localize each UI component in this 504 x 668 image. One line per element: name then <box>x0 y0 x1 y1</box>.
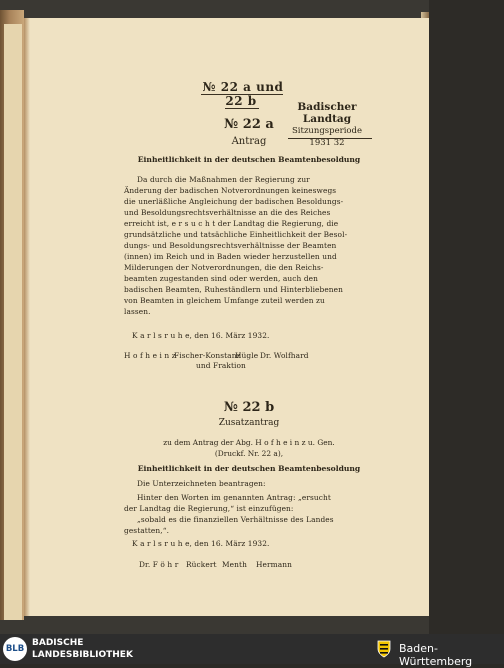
library-name-line2: LANDESBIBLIOTHEK <box>32 650 133 660</box>
part-b-signer: Hermann <box>256 560 292 569</box>
state-name[interactable]: Baden-Württemberg <box>399 642 473 668</box>
body-line: beamten zugestanden sind oder werden, auch den <box>124 274 318 283</box>
viewer-footer-bar <box>0 634 504 668</box>
body-line: badischen Beamten, Ruheständlern und Hinterbliebenen <box>124 285 344 294</box>
body-line: der Landtag die Regierung,“ ist einzufügen: <box>124 504 294 513</box>
part-b-place-date: K a r l s r u h e, den 16. März 1932. <box>132 539 270 548</box>
part-a-subject: Einheitlichkeit in der deutschen Beamtenbesoldung <box>137 155 361 164</box>
body-line: Hinter den Worten im genannten Antrag: „ersucht <box>137 493 331 502</box>
body-line: die unerläßliche Angleichung der badischen Besoldungs- <box>124 197 344 206</box>
library-name[interactable] <box>32 637 133 661</box>
part-a-kind: Antrag <box>231 136 267 147</box>
part-b-subject: Einheitlichkeit in der deutschen Beamtenbesoldung <box>137 464 361 473</box>
body-line: Milderungen der Notverordnungen, die den Reichs- <box>124 263 324 272</box>
landtag-session: Sitzungsperiode <box>291 126 363 136</box>
body-line: und Besoldungsrechtsverhältnisse an die des Reiches <box>124 208 331 217</box>
part-b-signer: Menth <box>222 560 247 569</box>
part-a-signer: Dr. Wolfhard <box>260 351 309 360</box>
body-line: von Beamten in gleichem Umfange zuteil werden zu <box>124 296 325 305</box>
part-a-fraction: und Fraktion <box>196 361 246 370</box>
part-b-number: № 22 b <box>223 400 275 415</box>
part-b-kind: Zusatzantrag <box>218 418 280 428</box>
body-line: erreicht ist, e r s u c h t der Landtag die Regierung, die <box>124 219 339 228</box>
body-line: lassen. <box>124 307 151 316</box>
document-header-title: № 22 a und 22 b <box>202 80 284 108</box>
part-b-reference: zu dem Antrag der Abg. H o f h e i n z u. Gen. <box>163 438 335 447</box>
body-line: (innen) im Reich und in Baden wieder herzustellen und <box>124 252 337 261</box>
part-b-reference-note: (Druckf. Nr. 22 a), <box>214 449 284 458</box>
left-page-edge <box>0 10 24 620</box>
landtag-years: 1931 32 <box>309 138 345 148</box>
state-coat-of-arms-icon <box>377 640 391 658</box>
body-line: grundsätzliche und tatsächliche Einheitlichkeit der Besol- <box>124 230 348 239</box>
part-a-signer: Hügle <box>235 351 259 360</box>
part-a-place-date: K a r l s r u h e, den 16. März 1932. <box>132 331 270 340</box>
part-a-number: № 22 a <box>224 117 274 132</box>
body-line: dungs- und Besoldungsrechtsverhältnisse der Beamten <box>124 241 337 250</box>
body-line: „sobald es die finanziellen Verhältnisse des Landes <box>137 515 334 524</box>
part-b-signer: Dr. F ö h r <box>139 560 179 569</box>
body-line: Die Unterzeichneten beantragen: <box>137 479 266 488</box>
blb-logo-icon[interactable]: BLB <box>3 637 27 661</box>
landtag-name: Badischer Landtag <box>297 101 357 125</box>
part-b-signer: Rückert <box>186 560 217 569</box>
book-cover-background <box>429 0 504 634</box>
body-line: Da durch die Maßnahmen der Regierung zur <box>137 175 310 184</box>
body-line: Änderung der badischen Notverordnungen keineswegs <box>124 186 337 195</box>
body-line: gestatten,“. <box>124 526 170 535</box>
part-a-signer: H o f h e i n z <box>124 351 176 360</box>
library-name-line1: BADISCHE <box>32 638 84 648</box>
document-page <box>24 18 429 616</box>
part-a-signer: Fischer-Konstanz <box>174 351 241 360</box>
